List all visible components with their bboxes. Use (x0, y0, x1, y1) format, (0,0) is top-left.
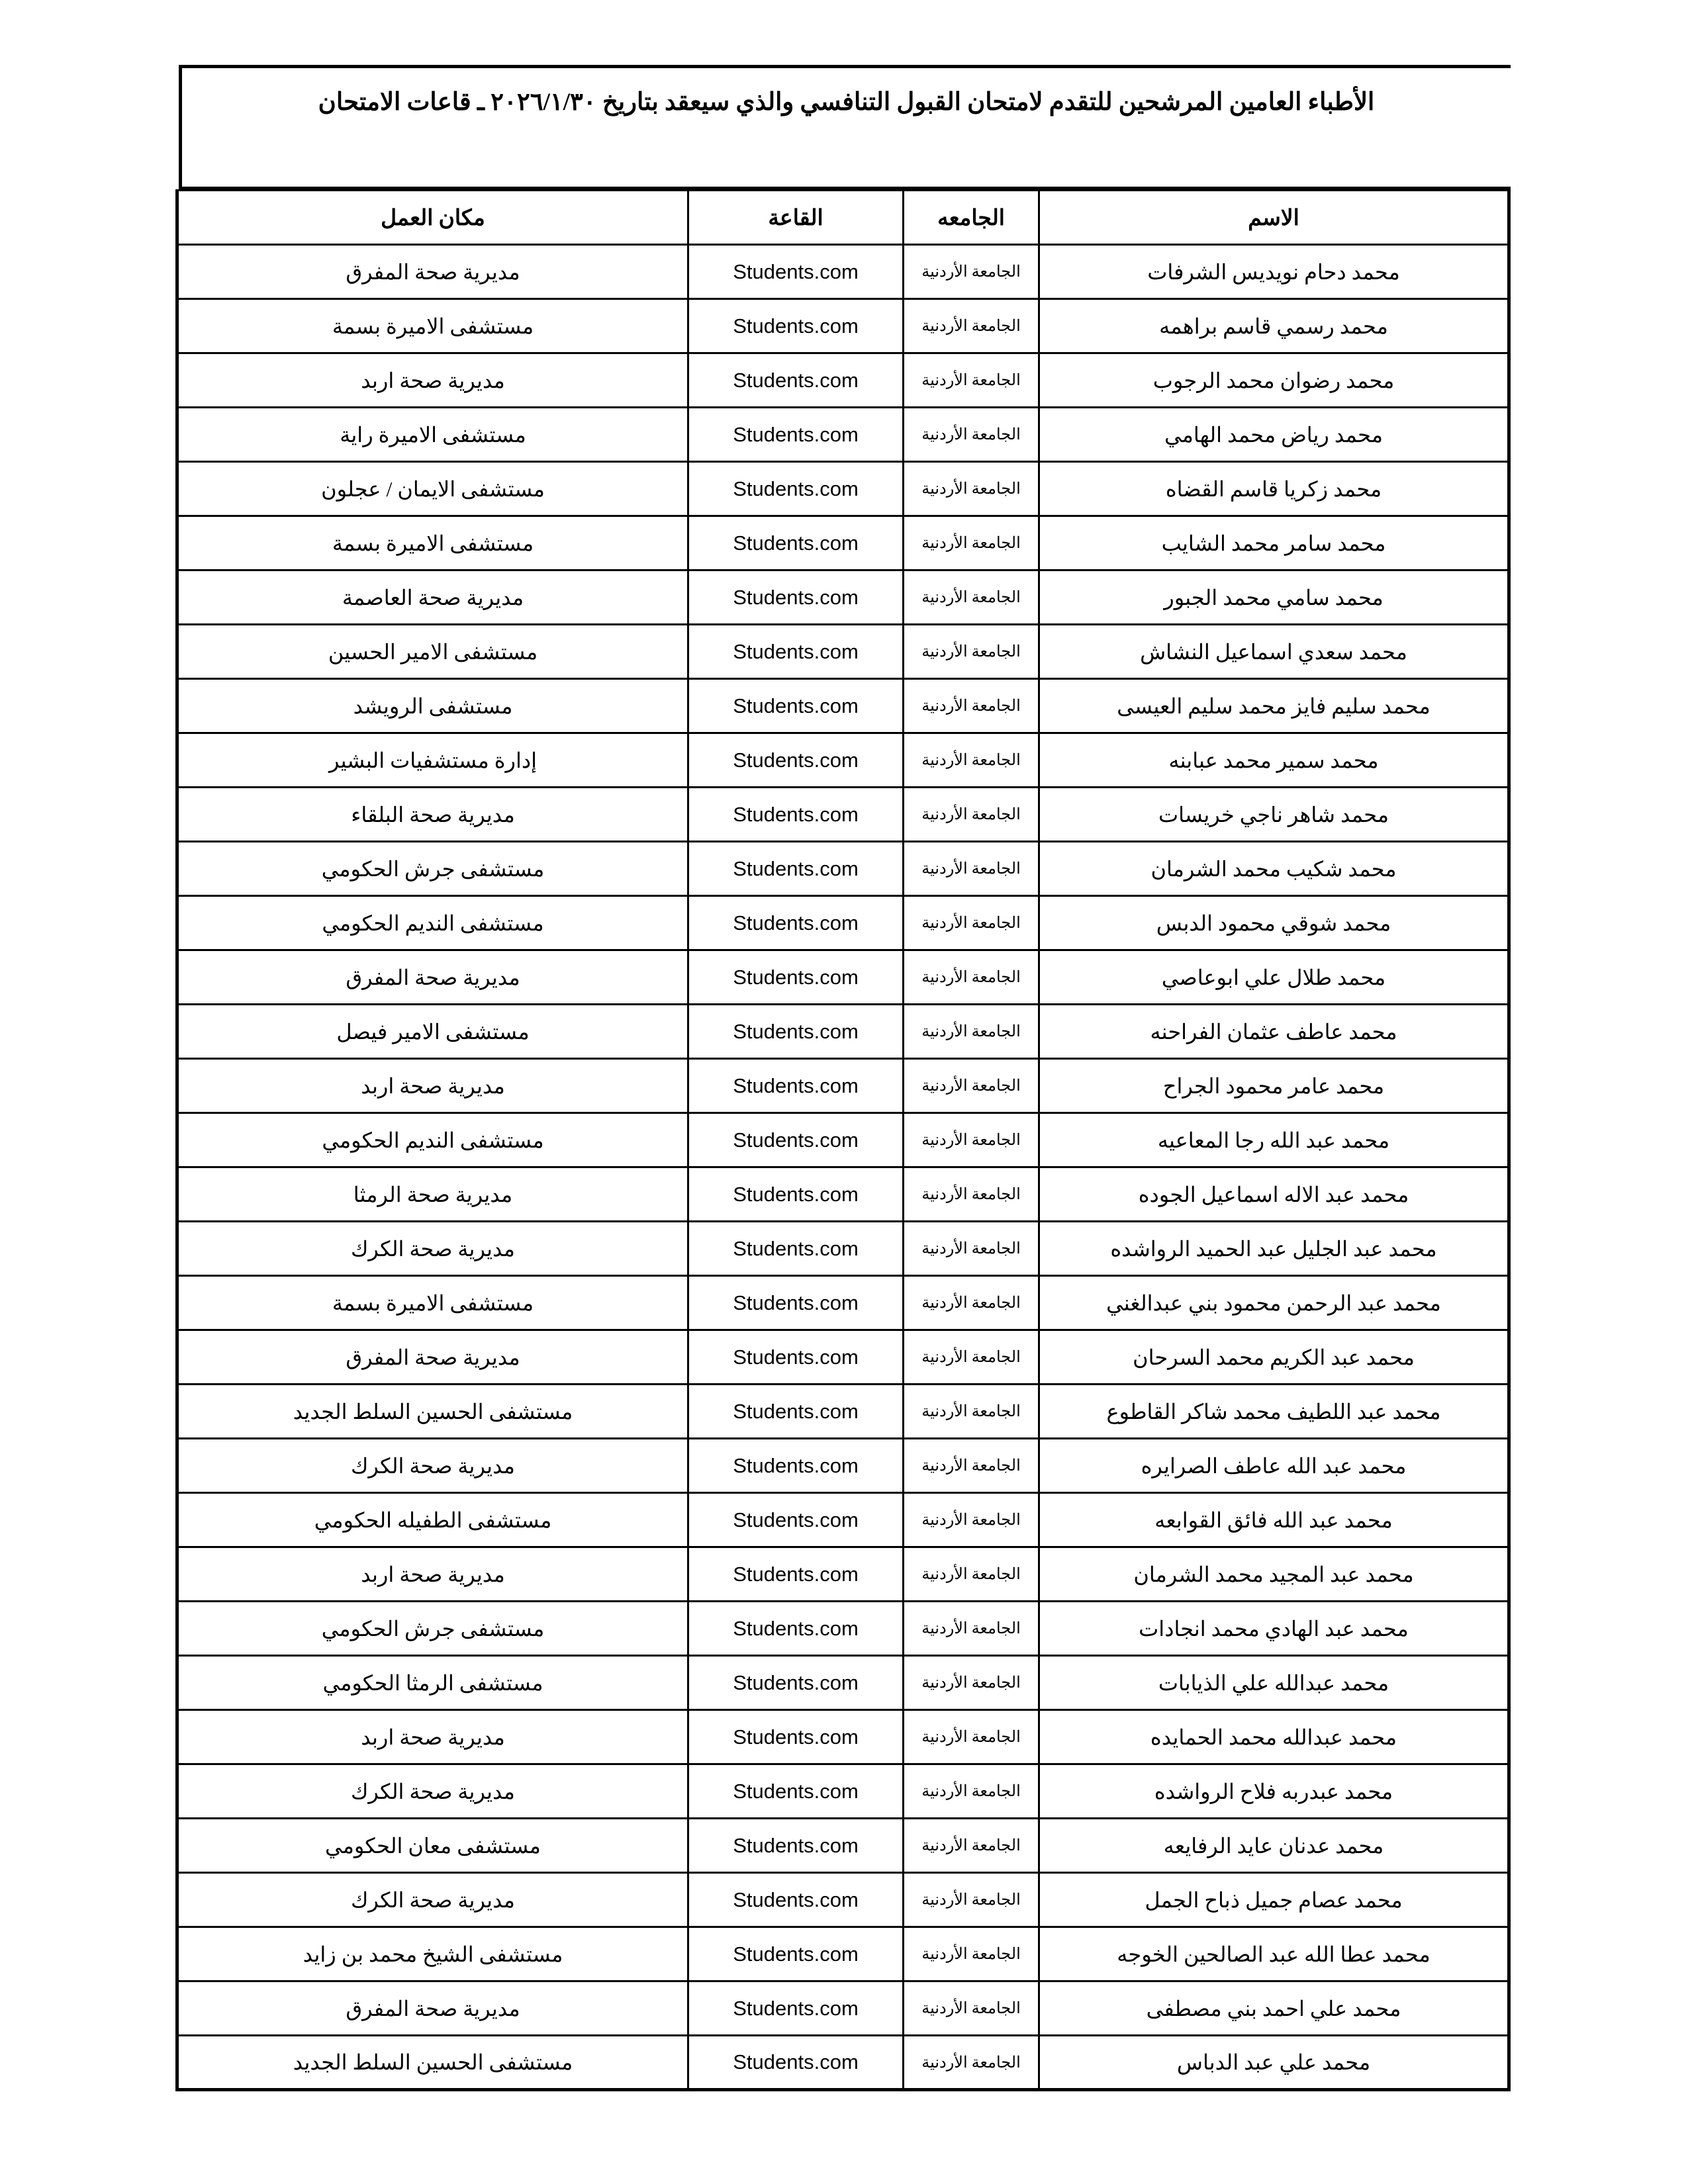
candidate-university: الجامعة الأردنية (904, 1276, 1039, 1330)
candidate-name: محمد عبد اللطيف محمد شاكر القاطوع (1039, 1385, 1509, 1439)
candidate-university: الجامعة الأردنية (904, 1547, 1039, 1602)
candidate-workplace: مستشفى النديم الحكومي (177, 1113, 688, 1167)
candidate-hall: Students.com (688, 245, 904, 299)
candidate-hall: Students.com (688, 1439, 904, 1493)
table-row (177, 570, 1509, 625)
table-header-row (177, 191, 1509, 245)
candidate-hall: Students.com (688, 1602, 904, 1656)
table-row (177, 1222, 1509, 1276)
candidate-workplace: مديرية صحة المفرق (177, 1330, 688, 1385)
table-body (177, 245, 1509, 2090)
candidate-hall: Students.com (688, 462, 904, 516)
candidate-name: محمد عاطف عثمان الفراحنه (1039, 1005, 1509, 1059)
candidate-workplace: مديرية صحة الكرك (177, 1439, 688, 1493)
candidate-workplace: مستشفى معان الحكومي (177, 1819, 688, 1873)
table-row (177, 353, 1509, 408)
candidate-university: الجامعة الأردنية (904, 842, 1039, 896)
table-row (177, 1927, 1509, 1981)
candidate-name: محمد طلال علي ابوعاصي (1039, 950, 1509, 1005)
candidate-name: محمد سامي محمد الجبور (1039, 570, 1509, 625)
table-row (177, 1656, 1509, 1710)
candidate-workplace: مديرية صحة المفرق (177, 245, 688, 299)
candidate-hall: Students.com (688, 1547, 904, 1602)
candidate-name: محمد رسمي قاسم براهمه (1039, 299, 1509, 353)
candidate-hall: Students.com (688, 1927, 904, 1981)
candidate-workplace: مديرية صحة المفرق (177, 950, 688, 1005)
candidate-name: محمد عصام جميل ذباح الجمل (1039, 1873, 1509, 1927)
table-row (177, 1493, 1509, 1547)
candidate-workplace: مستشفى الاميرة بسمة (177, 299, 688, 353)
candidate-name: محمد عبد الجليل عبد الحميد الرواشده (1039, 1222, 1509, 1276)
candidate-hall: Students.com (688, 1330, 904, 1385)
candidate-university: الجامعة الأردنية (904, 1059, 1039, 1113)
candidate-university: الجامعة الأردنية (904, 1005, 1039, 1059)
candidate-hall: Students.com (688, 1113, 904, 1167)
table-row (177, 896, 1509, 950)
candidate-name: محمد عبد الله عاطف الصرايره (1039, 1439, 1509, 1493)
candidate-workplace: مستشفى الطفيله الحكومي (177, 1493, 688, 1547)
candidate-workplace: مستشفى الاميرة بسمة (177, 516, 688, 570)
table-row (177, 733, 1509, 788)
candidate-name: محمد علي عبد الدباس (1039, 2036, 1509, 2090)
candidate-name: محمد عبد الاله اسماعيل الجوده (1039, 1167, 1509, 1222)
table-row (177, 2036, 1509, 2090)
candidate-name: محمد عبد الكريم محمد السرحان (1039, 1330, 1509, 1385)
candidate-name: محمد عبد المجيد محمد الشرمان (1039, 1547, 1509, 1602)
candidate-workplace: مديرية صحة العاصمة (177, 570, 688, 625)
candidate-workplace: مديرية صحة اربد (177, 1059, 688, 1113)
candidate-name: محمد سعدي اسماعيل النشاش (1039, 625, 1509, 679)
candidate-university: الجامعة الأردنية (904, 408, 1039, 462)
column-header-hall: القاعة (688, 191, 904, 245)
candidate-university: الجامعة الأردنية (904, 2036, 1039, 2090)
column-header-university: الجامعه (904, 191, 1039, 245)
candidate-workplace: مديرية صحة الكرك (177, 1764, 688, 1819)
table-row (177, 1385, 1509, 1439)
candidate-name: محمد عبد الهادي محمد انجادات (1039, 1602, 1509, 1656)
candidate-university: الجامعة الأردنية (904, 1981, 1039, 2036)
candidate-workplace: مستشفى الامير فيصل (177, 1005, 688, 1059)
candidate-university: الجامعة الأردنية (904, 1819, 1039, 1873)
candidate-workplace: مديرية صحة الرمثا (177, 1167, 688, 1222)
candidate-name: محمد عبد الله فائق القوابعه (1039, 1493, 1509, 1547)
candidate-university: الجامعة الأردنية (904, 353, 1039, 408)
candidate-university: الجامعة الأردنية (904, 1710, 1039, 1764)
candidate-workplace: مديرية صحة المفرق (177, 1981, 688, 2036)
document-body (179, 65, 1511, 2091)
candidate-workplace: مديرية صحة اربد (177, 1547, 688, 1602)
candidate-name: محمد عبد الرحمن محمود بني عبدالغني (1039, 1276, 1509, 1330)
candidate-workplace: مديرية صحة الكرك (177, 1222, 688, 1276)
candidate-hall: Students.com (688, 1222, 904, 1276)
candidate-hall: Students.com (688, 1493, 904, 1547)
table-row (177, 1276, 1509, 1330)
candidate-university: الجامعة الأردنية (904, 1493, 1039, 1547)
candidate-workplace: مستشفى الحسين السلط الجديد (177, 1385, 688, 1439)
candidate-workplace: مستشفى الرويشد (177, 679, 688, 733)
table-row (177, 1005, 1509, 1059)
candidate-hall: Students.com (688, 950, 904, 1005)
candidate-university: الجامعة الأردنية (904, 1764, 1039, 1819)
candidate-name: محمد عبدالله محمد الحمايده (1039, 1710, 1509, 1764)
candidate-workplace: مديرية صحة الكرك (177, 1873, 688, 1927)
table-row (177, 1330, 1509, 1385)
candidate-hall: Students.com (688, 353, 904, 408)
table-row (177, 1873, 1509, 1927)
candidate-hall: Students.com (688, 1710, 904, 1764)
candidate-hall: Students.com (688, 1385, 904, 1439)
candidate-hall: Students.com (688, 1819, 904, 1873)
candidate-name: محمد عبدالله علي الذيابات (1039, 1656, 1509, 1710)
candidate-university: الجامعة الأردنية (904, 733, 1039, 788)
candidate-workplace: مستشفى جرش الحكومي (177, 842, 688, 896)
table-row (177, 1981, 1509, 2036)
candidate-hall: Students.com (688, 1059, 904, 1113)
candidate-university: الجامعة الأردنية (904, 788, 1039, 842)
candidate-hall: Students.com (688, 896, 904, 950)
table-row (177, 245, 1509, 299)
table-row (177, 516, 1509, 570)
table-row (177, 1167, 1509, 1222)
page-title: الأطباء العامين المرشحين للتقدم لامتحان القبول التنافسي والذي سيعقد بتاريخ ٢٠٢٦/١/٣٠ ـ قاعات الامتحان (318, 89, 1375, 116)
candidate-hall: Students.com (688, 1005, 904, 1059)
candidate-university: الجامعة الأردنية (904, 1873, 1039, 1927)
table-row (177, 299, 1509, 353)
candidate-name: محمد سمير محمد عبابنه (1039, 733, 1509, 788)
candidate-university: الجامعة الأردنية (904, 1222, 1039, 1276)
candidates-table (175, 189, 1511, 2091)
candidate-name: محمد عبدربه فلاح الرواشده (1039, 1764, 1509, 1819)
column-header-workplace: مكان العمل (177, 191, 688, 245)
candidate-name: محمد شوقي محمود الدبس (1039, 896, 1509, 950)
document-title-row (179, 65, 1511, 189)
candidate-name: محمد شاهر ناجي خريسات (1039, 788, 1509, 842)
candidate-university: الجامعة الأردنية (904, 1330, 1039, 1385)
candidate-workplace: مستشفى الامير الحسين (177, 625, 688, 679)
candidate-name: محمد شكيب محمد الشرمان (1039, 842, 1509, 896)
candidate-workplace: مستشفى الاميرة راية (177, 408, 688, 462)
candidate-workplace: إدارة مستشفيات البشير (177, 733, 688, 788)
document-title-cell (182, 68, 1511, 187)
table-row (177, 1547, 1509, 1602)
candidate-hall: Students.com (688, 788, 904, 842)
candidate-university: الجامعة الأردنية (904, 950, 1039, 1005)
candidate-university: الجامعة الأردنية (904, 570, 1039, 625)
candidate-workplace: مستشفى جرش الحكومي (177, 1602, 688, 1656)
table-row (177, 842, 1509, 896)
table-row (177, 1602, 1509, 1656)
candidate-name: محمد علي احمد بني مصطفى (1039, 1981, 1509, 2036)
table-row (177, 1710, 1509, 1764)
candidate-university: الجامعة الأردنية (904, 1927, 1039, 1981)
candidate-name: محمد زكريا قاسم القضاه (1039, 462, 1509, 516)
table-row (177, 1059, 1509, 1113)
candidate-university: الجامعة الأردنية (904, 299, 1039, 353)
candidate-university: الجامعة الأردنية (904, 516, 1039, 570)
table-row (177, 1819, 1509, 1873)
candidate-university: الجامعة الأردنية (904, 679, 1039, 733)
candidate-name: محمد عبد الله رجا المعاعيه (1039, 1113, 1509, 1167)
candidate-hall: Students.com (688, 2036, 904, 2090)
candidate-university: الجامعة الأردنية (904, 462, 1039, 516)
candidate-workplace: مستشفى الشيخ محمد بن زايد (177, 1927, 688, 1981)
candidate-university: الجامعة الأردنية (904, 1113, 1039, 1167)
candidate-hall: Students.com (688, 1764, 904, 1819)
candidate-hall: Students.com (688, 299, 904, 353)
candidate-name: محمد سليم فايز محمد سليم العيسى (1039, 679, 1509, 733)
candidate-workplace: مستشفى النديم الحكومي (177, 896, 688, 950)
table-row (177, 950, 1509, 1005)
candidate-university: الجامعة الأردنية (904, 245, 1039, 299)
candidate-workplace: مديرية صحة البلقاء (177, 788, 688, 842)
candidate-workplace: مستشفى الحسين السلط الجديد (177, 2036, 688, 2090)
table-row (177, 625, 1509, 679)
candidate-hall: Students.com (688, 516, 904, 570)
table-row (177, 1764, 1509, 1819)
candidate-workplace: مديرية صحة اربد (177, 1710, 688, 1764)
candidate-university: الجامعة الأردنية (904, 1656, 1039, 1710)
table-row (177, 1439, 1509, 1493)
candidate-hall: Students.com (688, 408, 904, 462)
column-header-name: الاسم (1039, 191, 1509, 245)
table-row (177, 462, 1509, 516)
candidate-hall: Students.com (688, 842, 904, 896)
candidate-hall: Students.com (688, 1656, 904, 1710)
candidate-hall: Students.com (688, 733, 904, 788)
candidate-workplace: مديرية صحة اربد (177, 353, 688, 408)
candidate-university: الجامعة الأردنية (904, 625, 1039, 679)
candidate-university: الجامعة الأردنية (904, 1385, 1039, 1439)
candidate-name: محمد عامر محمود الجراح (1039, 1059, 1509, 1113)
candidate-name: محمد رياض محمد الهامي (1039, 408, 1509, 462)
candidate-hall: Students.com (688, 625, 904, 679)
candidate-university: الجامعة الأردنية (904, 1167, 1039, 1222)
candidate-hall: Students.com (688, 570, 904, 625)
candidate-university: الجامعة الأردنية (904, 1439, 1039, 1493)
candidate-name: محمد رضوان محمد الرجوب (1039, 353, 1509, 408)
candidate-name: محمد عدنان عايد الرفايعه (1039, 1819, 1509, 1873)
candidate-hall: Students.com (688, 1167, 904, 1222)
candidate-workplace: مستشفى الرمثا الحكومي (177, 1656, 688, 1710)
table-row (177, 408, 1509, 462)
table-header (177, 191, 1509, 245)
candidate-hall: Students.com (688, 1276, 904, 1330)
candidate-hall: Students.com (688, 1981, 904, 2036)
candidate-name: محمد سامر محمد الشايب (1039, 516, 1509, 570)
table-row (177, 1113, 1509, 1167)
table-row (177, 679, 1509, 733)
candidate-name: محمد دحام نويديس الشرفات (1039, 245, 1509, 299)
candidate-name: محمد عطا الله عبد الصالحين الخوجه (1039, 1927, 1509, 1981)
table-row (177, 788, 1509, 842)
candidate-workplace: مستشفى الاميرة بسمة (177, 1276, 688, 1330)
candidate-hall: Students.com (688, 1873, 904, 1927)
candidate-university: الجامعة الأردنية (904, 896, 1039, 950)
candidate-university: الجامعة الأردنية (904, 1602, 1039, 1656)
candidate-workplace: مستشفى الايمان / عجلون (177, 462, 688, 516)
candidate-hall: Students.com (688, 679, 904, 733)
